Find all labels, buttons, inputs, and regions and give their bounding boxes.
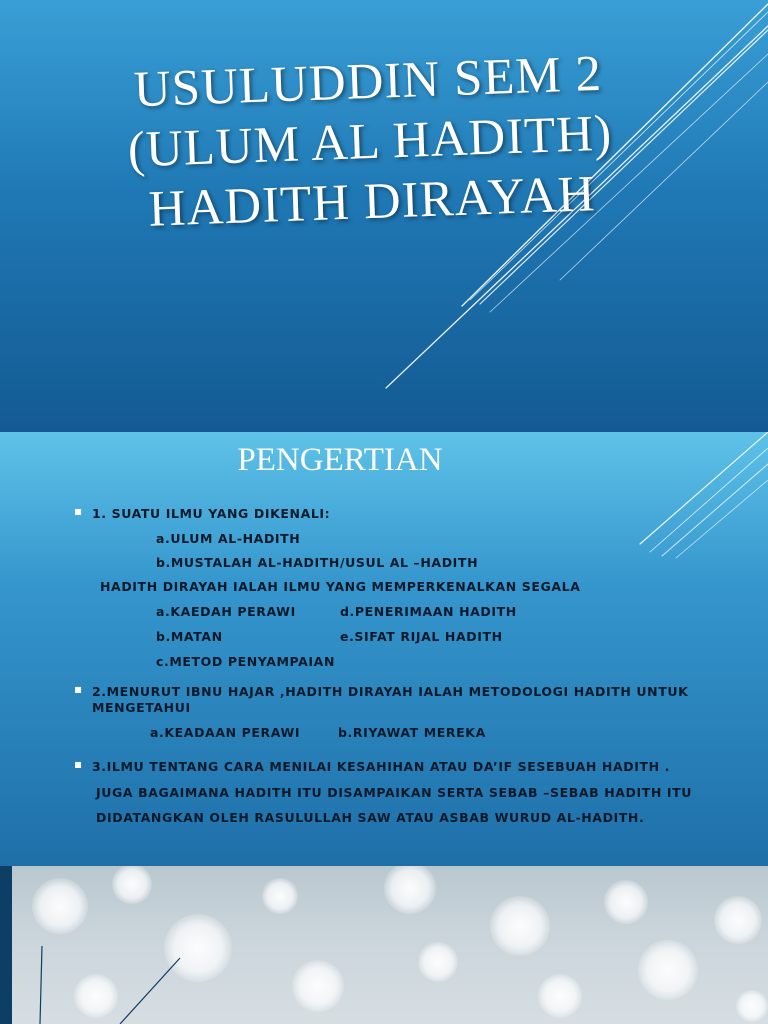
bokeh-circle: [32, 878, 88, 934]
bullet-icon: ▪: [74, 757, 83, 771]
deco-line: [40, 946, 42, 1024]
bokeh-circle: [714, 896, 762, 944]
title-line-2: (ULUM AL HADITH): [126, 105, 614, 179]
section-title: PENGERTIAN: [237, 442, 443, 478]
item-metod-penyampaian: c.METOD PENYAMPAIAN: [156, 654, 336, 669]
deco-line: [120, 958, 180, 1024]
point-1-definition: HADITH DIRAYAH IALAH ILMU YANG MEMPERKENALKAN SEGALA: [100, 579, 581, 594]
point-1-a: a.ULUM AL-HADITH: [156, 531, 301, 546]
bokeh-slide-partial: [0, 866, 768, 1024]
bullet-icon: ▪: [74, 682, 83, 696]
bokeh-background: [0, 866, 768, 1024]
item-sifat-rijal-hadith: e.SIFAT RIJAL HADITH: [340, 629, 503, 644]
item-kaedah-perawi: a.KAEDAH PERAWI: [156, 604, 296, 619]
bokeh-circle: [418, 942, 458, 982]
item-matan: b.MATAN: [156, 629, 223, 644]
title-slide: [0, 0, 768, 432]
point-3-line-2: JUGA BAGAIMANA HADITH ITU DISAMPAIKAN SERTA SEBAB –SEBAB HADITH ITU: [96, 785, 693, 800]
bokeh-circle: [638, 940, 698, 1000]
bokeh-circle: [292, 960, 344, 1012]
point-3-line-3: DIDATANGKAN OLEH RASULULLAH SAW ATAU ASBAB WURUD AL-HADITH.: [96, 810, 645, 825]
point-2-continued: MENGETAHUI: [92, 700, 191, 715]
bokeh-circle: [736, 990, 768, 1022]
diagonal-lines-decoration: [0, 432, 768, 866]
bokeh-circle: [262, 878, 298, 914]
slide-title: [57, 41, 683, 243]
bokeh-circle: [538, 974, 582, 1018]
bokeh-circle: [490, 896, 550, 956]
title-line-3: HADITH DIRAYAH: [147, 166, 597, 238]
slide-edge-strip: [0, 866, 12, 1024]
point-3: 3.ILMU TENTANG CARA MENILAI KESAHIHAN ATAU DA’IF SESEBUAH HADITH .: [92, 759, 670, 774]
title-line-1: USULUDDIN SEM 2: [132, 45, 603, 119]
point-1: 1. SUATU ILMU YANG DIKENALI:: [92, 506, 331, 521]
point-2: 2.MENURUT IBNU HAJAR ,HADITH DIRAYAH IALAH METODOLOGI HADITH UNTUK: [92, 684, 689, 699]
bokeh-circle: [74, 974, 118, 1018]
bokeh-circle: [384, 866, 436, 914]
bullet-icon: ▪: [74, 504, 83, 518]
definition-slide: [0, 432, 768, 866]
bokeh-circle: [112, 866, 152, 904]
item-keadaan-perawi: a.KEADAAN PERAWI: [150, 725, 301, 740]
item-penerimaan-hadith: d.PENERIMAAN HADITH: [340, 604, 517, 619]
bokeh-circle: [604, 880, 648, 924]
bokeh-circle: [164, 914, 232, 982]
point-1-b: b.MUSTALAH AL-HADITH/USUL AL –HADITH: [156, 555, 479, 570]
deco-line: [676, 480, 768, 558]
item-riyawat-mereka: b.RIYAWAT MEREKA: [338, 725, 486, 740]
